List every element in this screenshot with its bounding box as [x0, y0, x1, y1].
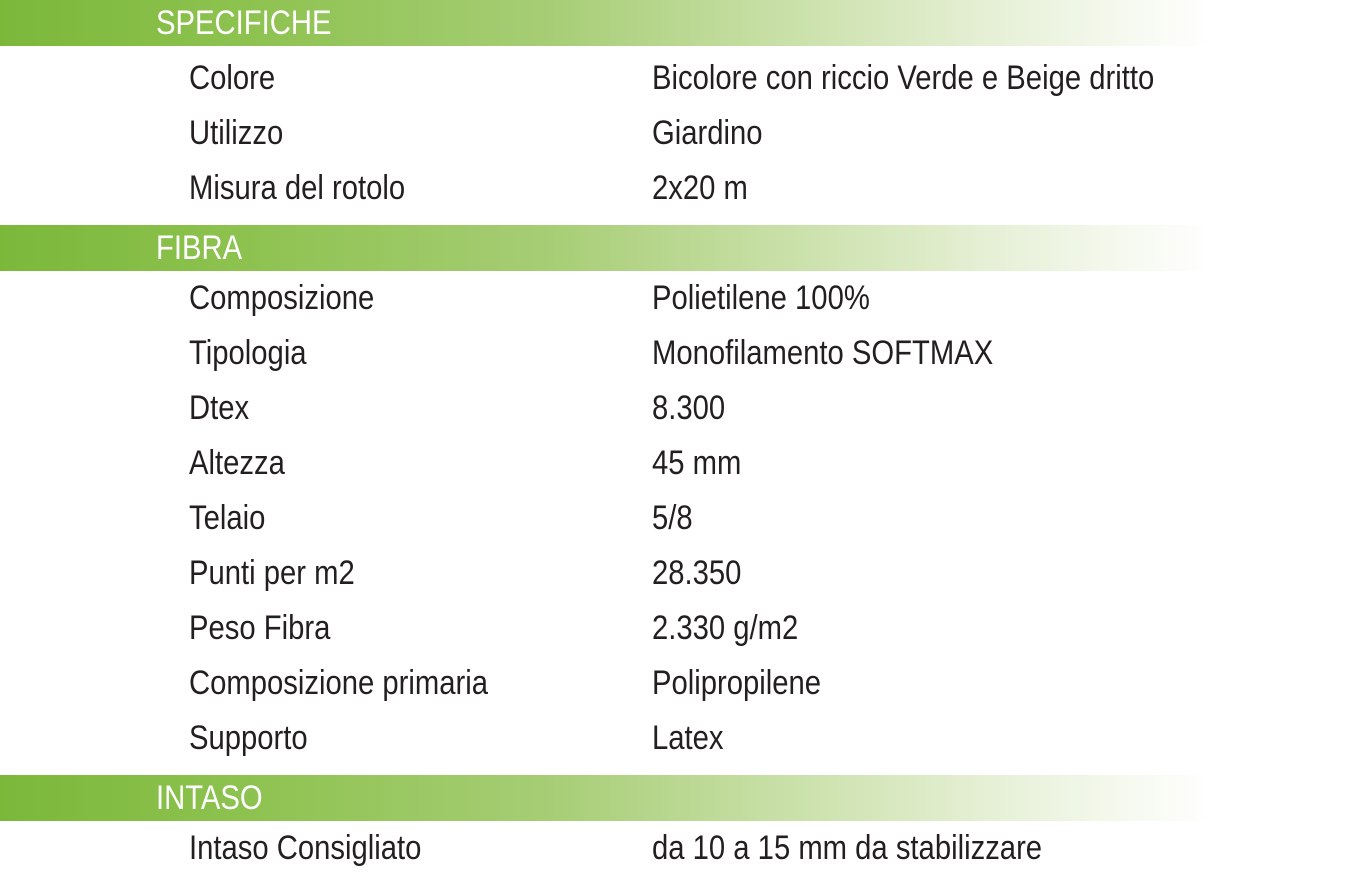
spec-label: Peso Fibra [189, 609, 331, 647]
section-title: INTASO [156, 779, 263, 817]
section-header-fibra [0, 225, 1210, 271]
spec-value: 8.300 [652, 389, 726, 427]
spec-row-peso-fibra [0, 601, 1350, 656]
spec-label: Intaso Consigliato [189, 829, 422, 867]
spec-row-dtex [0, 381, 1350, 436]
spec-label: Altezza [189, 444, 285, 482]
spec-value: 5/8 [652, 499, 693, 537]
spec-row-punti [0, 546, 1350, 601]
section-title: SPECIFICHE [156, 4, 332, 42]
spec-value: da 10 a 15 mm da stabilizzare [652, 829, 1043, 867]
spec-value: 45 mm [652, 444, 742, 482]
spec-row-tipologia [0, 326, 1350, 381]
spec-row-composizione [0, 271, 1350, 326]
spec-row-telaio [0, 491, 1350, 546]
spec-label: Supporto [189, 719, 308, 757]
spec-value: 28.350 [652, 554, 742, 592]
spec-value: Giardino [652, 114, 763, 152]
spec-label: Misura del rotolo [189, 169, 406, 207]
spec-value: Bicolore con riccio Verde e Beige dritto [652, 59, 1155, 97]
spec-row-altezza [0, 436, 1350, 491]
spec-value: Latex [652, 719, 724, 757]
section-title: FIBRA [156, 229, 243, 267]
section-header-intaso [0, 775, 1210, 821]
spec-value: 2.330 g/m2 [652, 609, 799, 647]
spec-row-misura [0, 161, 1350, 216]
spec-label: Telaio [189, 499, 266, 537]
spec-label: Dtex [189, 389, 250, 427]
spec-label: Composizione [189, 279, 375, 317]
spec-label: Punti per m2 [189, 554, 355, 592]
spec-label: Colore [189, 59, 276, 97]
spec-value: Polipropilene [652, 664, 822, 702]
spec-row-composizione-primaria [0, 656, 1350, 711]
spec-value: Polietilene 100% [652, 279, 870, 317]
spec-label: Tipologia [189, 334, 307, 372]
spec-row-supporto [0, 711, 1350, 766]
spec-row-colore [0, 51, 1350, 106]
spec-row-utilizzo [0, 106, 1350, 161]
spec-value: Monofilamento SOFTMAX [652, 334, 994, 372]
spec-row-intaso-consigliato [0, 821, 1350, 876]
section-header-specifiche [0, 0, 1210, 46]
spec-label: Composizione primaria [189, 664, 489, 702]
spec-label: Utilizzo [189, 114, 284, 152]
spec-value: 2x20 m [652, 169, 748, 207]
